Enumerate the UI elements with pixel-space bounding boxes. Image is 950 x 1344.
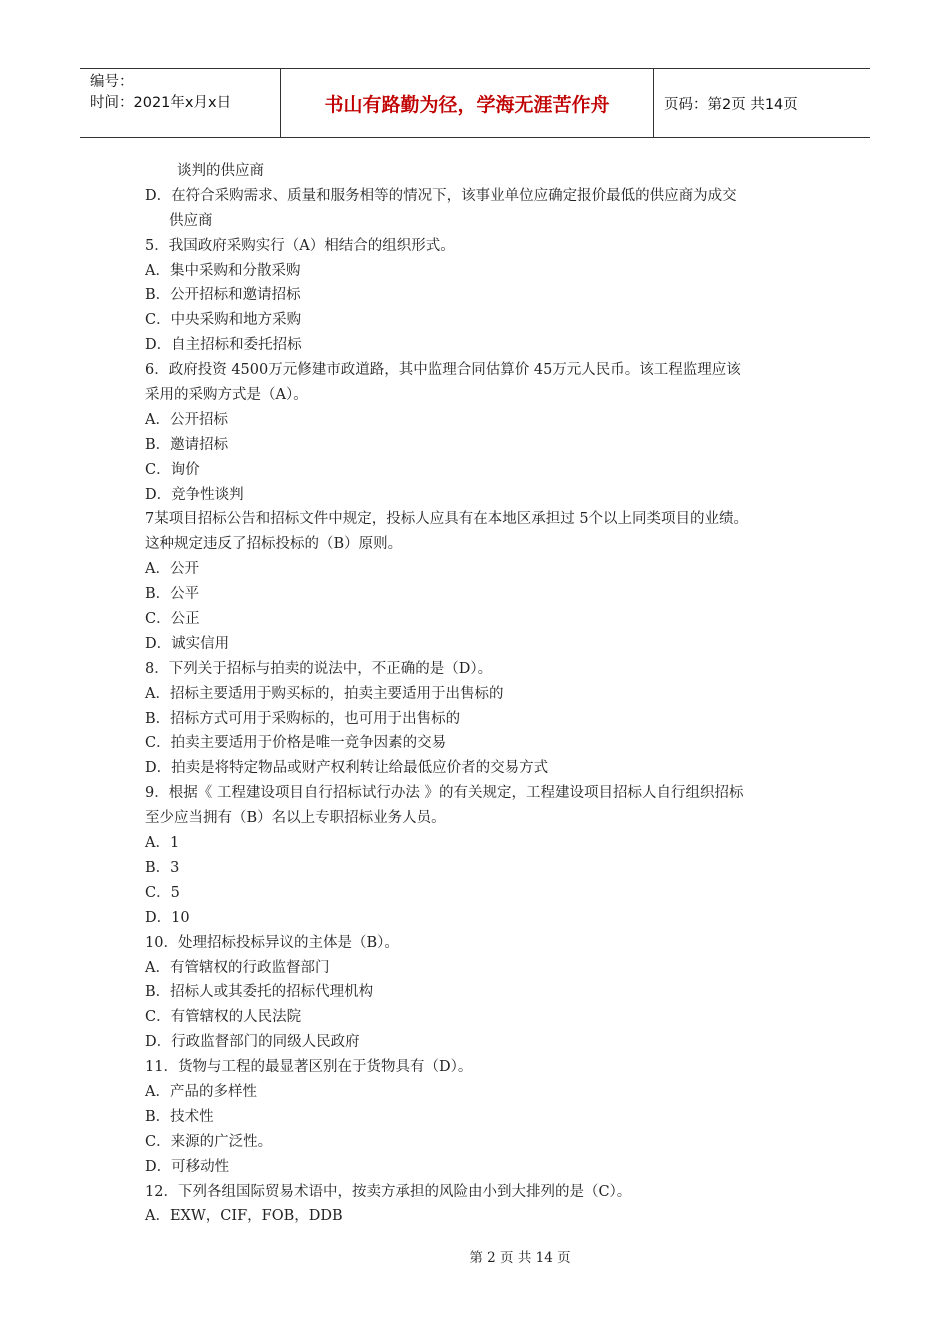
question-line: 8．下列关于招标与拍卖的说法中，不正确的是（D）。: [145, 660, 493, 677]
text-line: 谈判的供应商: [177, 163, 264, 179]
text-line: 供应商: [169, 212, 213, 229]
option-line: A．招标主要适用于购买标的，拍卖主要适用于出售标的: [145, 685, 504, 702]
option-line: D．拍卖是将特定物品或财产权利转让给最低应价者的交易方式: [145, 760, 549, 777]
document-body: [145, 159, 825, 1229]
question-line: 7某项目招标公告和招标文件中规定，投标人应具有在本地区承担过 5个以上同类项目的业绩。: [145, 511, 749, 528]
option-line: A．有管辖权的行政监督部门: [145, 959, 330, 976]
option-line: A．集中采购和分散采购: [145, 262, 301, 279]
question-line: 10．处理招标投标异议的主体是（B）。: [145, 934, 399, 951]
page-header: [80, 68, 870, 138]
option-line: B．公开招标和邀请招标: [145, 287, 301, 304]
option-line: B．公平: [145, 586, 200, 603]
document-date-label: 时间：2021年x月x日: [90, 95, 232, 111]
question-line: 5．我国政府采购实行（A）相结合的组织形式。: [145, 237, 455, 254]
question-line: 11．货物与工程的最显著区别在于货物具有（D）。: [145, 1059, 473, 1076]
option-line: C．来源的广泛性。: [145, 1133, 273, 1150]
option-line: D．10: [145, 909, 190, 926]
option-line: D．自主招标和委托招标: [145, 337, 302, 354]
option-line: C．拍卖主要适用于价格是唯一竞争因素的交易: [145, 735, 447, 752]
option-line: A．产品的多样性: [145, 1083, 257, 1100]
question-line: 采用的采购方式是（A）。: [145, 387, 308, 404]
question-line: 至少应当拥有（B）名以上专职招标业务人员。: [145, 810, 446, 827]
question-line: 这种规定违反了招标投标的（B）原则。: [145, 536, 403, 553]
option-line: B．招标方式可用于采购标的，也可用于出售标的: [145, 710, 461, 727]
option-line: B．招标人或其委托的招标代理机构: [145, 984, 374, 1001]
option-line: D．诚实信用: [145, 635, 230, 652]
question-line: 9．根据《 工程建设项目自行招标试行办法 》的有关规定，工程建设项目招标人自行组织招标: [145, 785, 744, 802]
option-line: D．行政监督部门的同级人民政府: [145, 1034, 360, 1051]
option-line: D．可移动性: [145, 1158, 230, 1175]
option-line: C．5: [145, 884, 180, 901]
option-line: A．公开招标: [145, 411, 228, 428]
document-number-label: 编号：: [90, 74, 134, 90]
option-line: B．3: [145, 859, 180, 876]
header-page-info: 页码：第2页 共14页: [664, 96, 798, 113]
text-line: D．在符合采购需求、质量和服务相等的情况下，该事业单位应确定报价最低的供应商为成交: [145, 187, 737, 204]
question-line: 6．政府投资 4500万元修建市政道路，其中监理合同估算价 45万元人民币。该工程监理应该: [145, 362, 741, 379]
footer-page-number: 第 2 页 共 14 页: [469, 1250, 571, 1266]
option-line: B．邀请招标: [145, 436, 229, 453]
option-line: A．1: [145, 835, 180, 852]
header-meta: [80, 69, 281, 137]
page-footer: [0, 1246, 950, 1266]
option-line: C．公正: [145, 611, 200, 628]
option-line: C．有管辖权的人民法院: [145, 1009, 302, 1026]
option-line: B．技术性: [145, 1108, 214, 1125]
option-line: A．EXW，CIF，FOB，DDB: [145, 1208, 343, 1225]
header-motto: 书山有路勤为径，学海无涯苦作舟: [281, 69, 654, 137]
option-line: A．公开: [145, 561, 199, 578]
option-line: D．竞争性谈判: [145, 486, 244, 503]
option-line: C．询价: [145, 461, 200, 478]
option-line: C．中央采购和地方采购: [145, 312, 302, 329]
question-line: 12．下列各组国际贸易术语中，按卖方承担的风险由小到大排列的是（C）。: [145, 1183, 632, 1200]
